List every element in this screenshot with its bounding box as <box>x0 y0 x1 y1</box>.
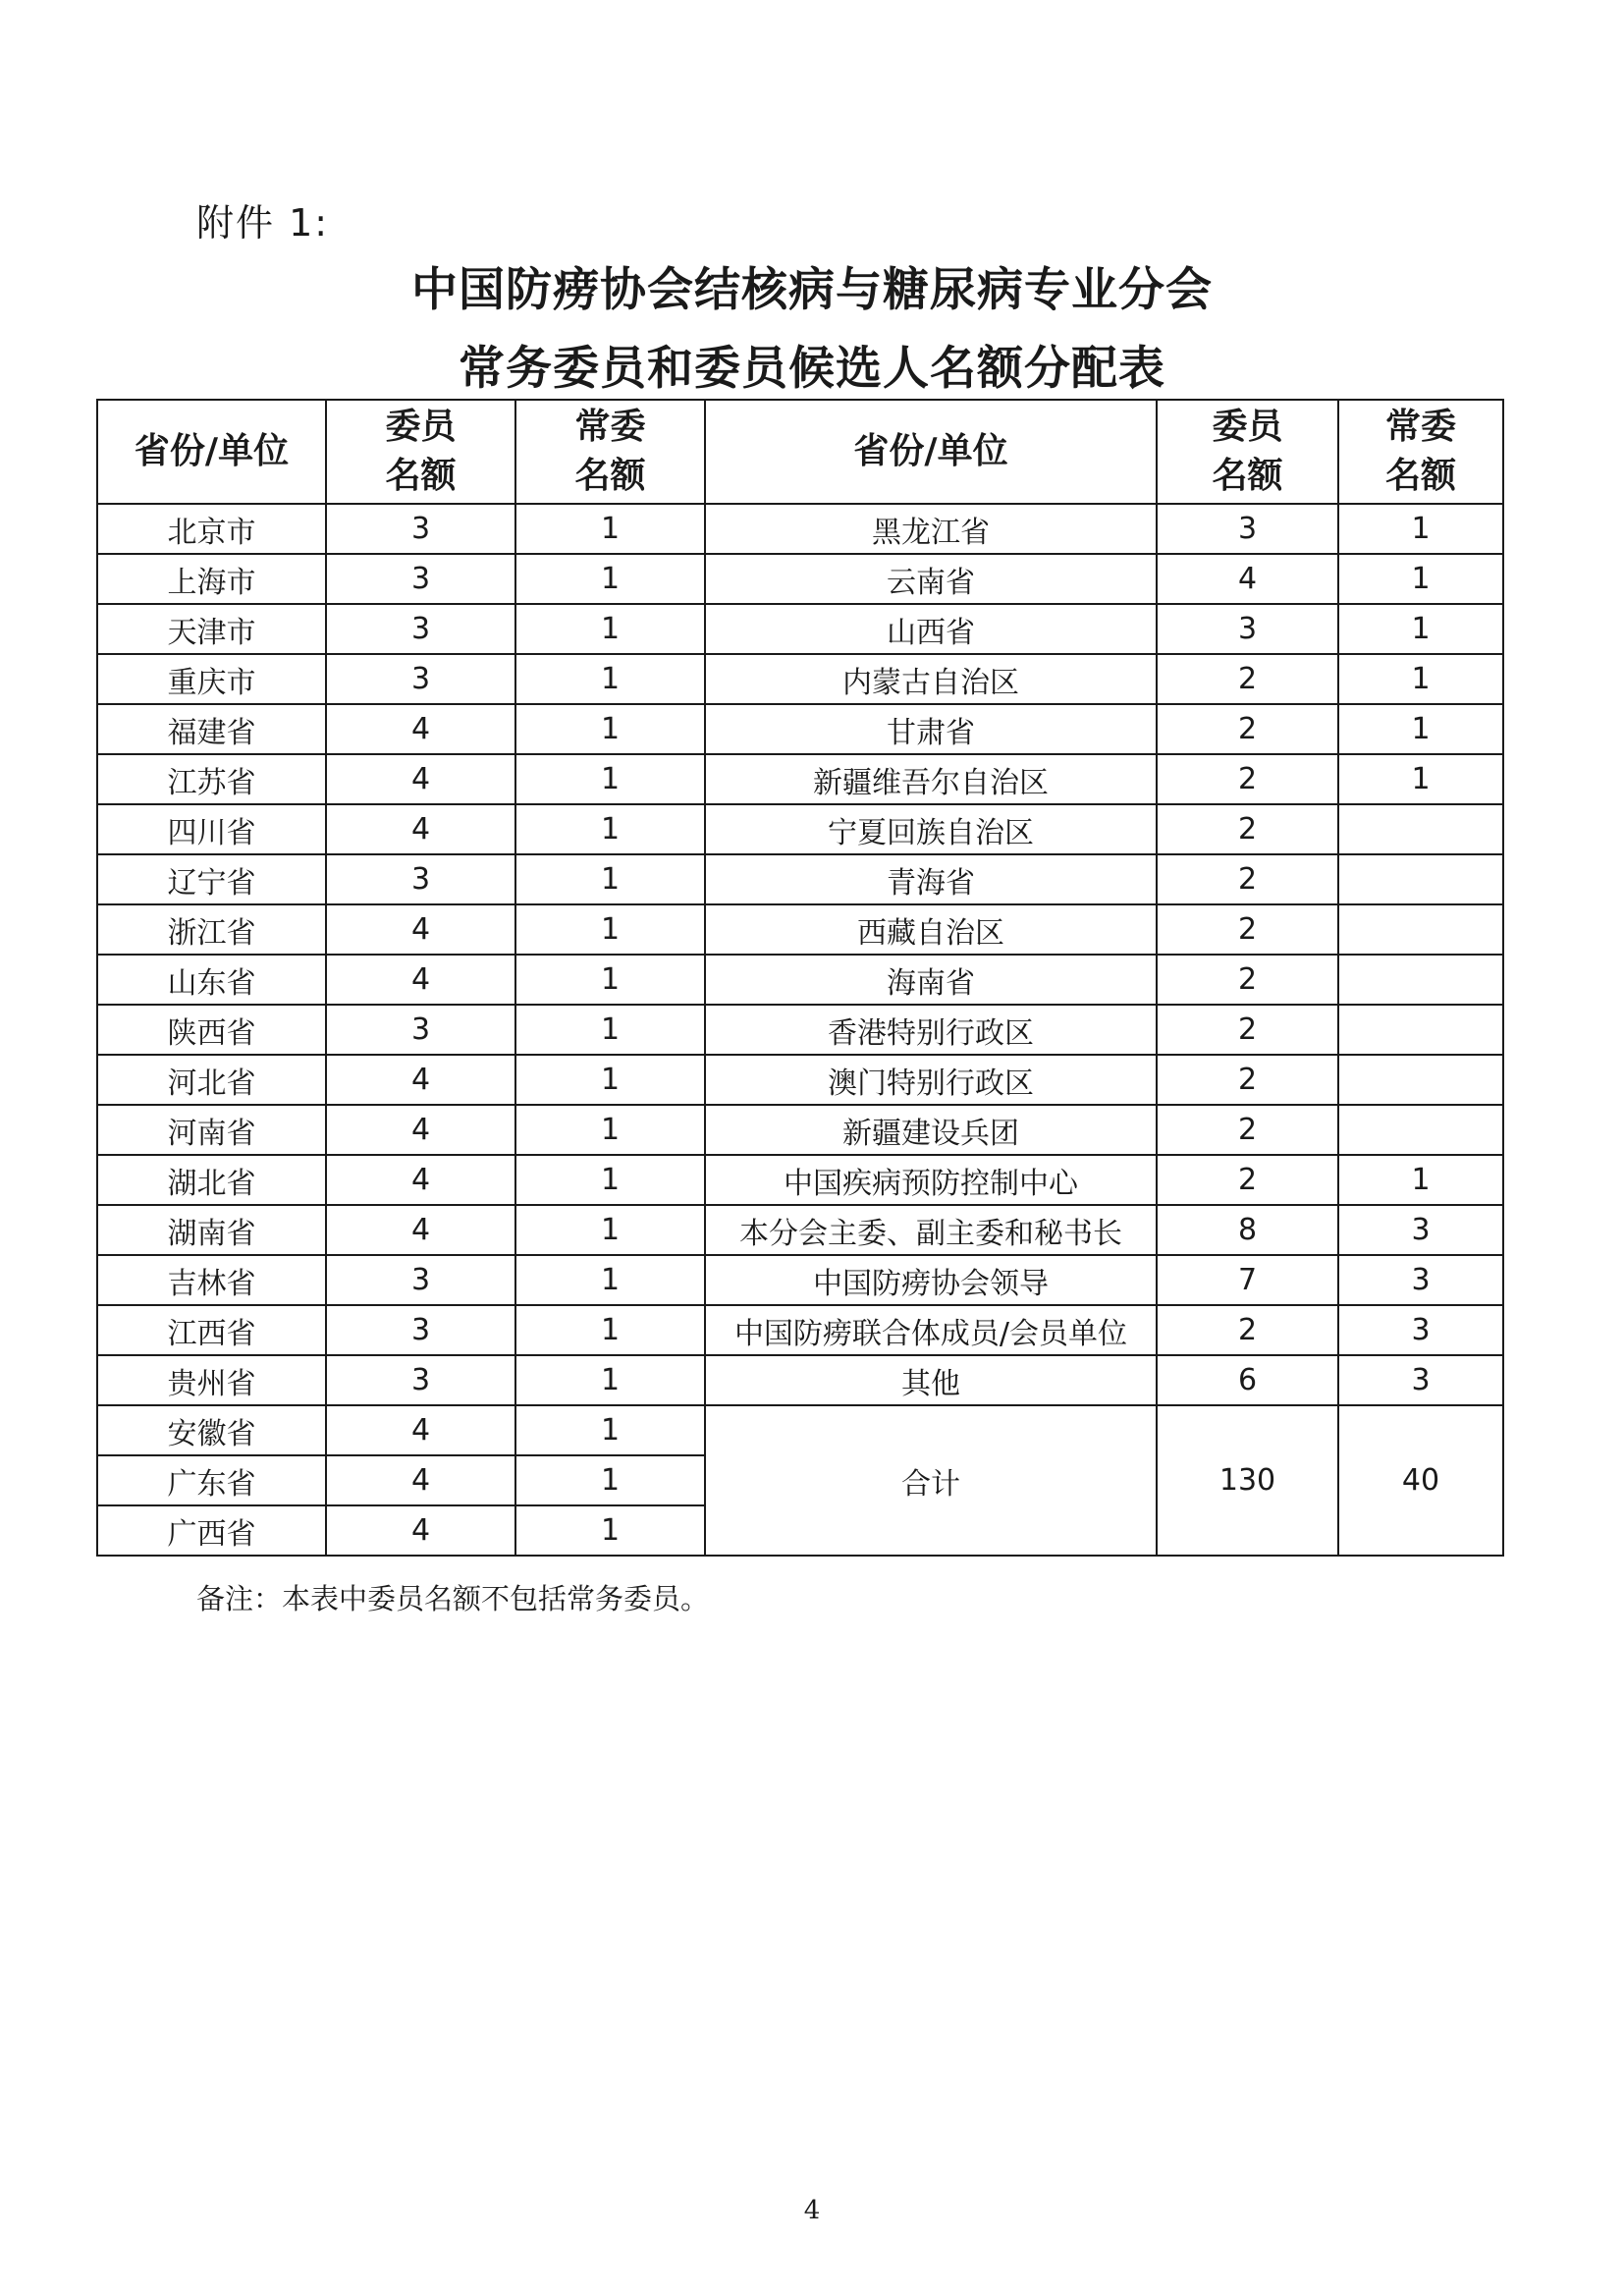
table-row <box>97 1055 1503 1105</box>
left-unit-cell: 北京市 <box>97 504 326 554</box>
left-unit-cell: 福建省 <box>97 704 326 754</box>
table-row <box>97 604 1503 654</box>
left-unit-cell: 广东省 <box>97 1455 326 1505</box>
left-standing-cell: 1 <box>515 1205 705 1255</box>
right-unit-cell: 新疆维吾尔自治区 <box>705 754 1157 804</box>
table-row <box>97 1405 1503 1455</box>
left-unit-cell: 辽宁省 <box>97 854 326 904</box>
right-standing-cell: 3 <box>1338 1205 1503 1255</box>
right-standing-cell: 1 <box>1338 1155 1503 1205</box>
right-members-cell: 6 <box>1157 1355 1338 1405</box>
table-row <box>97 754 1503 804</box>
right-unit-cell: 甘肃省 <box>705 704 1157 754</box>
left-standing-cell: 1 <box>515 654 705 704</box>
right-standing-cell <box>1338 1005 1503 1055</box>
table-row <box>97 1205 1503 1255</box>
left-standing-cell: 1 <box>515 854 705 904</box>
left-unit-cell: 四川省 <box>97 804 326 854</box>
table-row <box>97 1255 1503 1305</box>
left-unit-cell: 湖北省 <box>97 1155 326 1205</box>
right-members-cell: 2 <box>1157 1055 1338 1105</box>
left-members-cell: 4 <box>326 804 515 854</box>
right-unit-cell: 新疆建设兵团 <box>705 1105 1157 1155</box>
right-standing-cell <box>1338 854 1503 904</box>
header-standing-left-line2: 名额 <box>574 456 646 496</box>
header-standing-right-line1: 常委 <box>1384 407 1456 447</box>
header-standing-right <box>1338 400 1503 504</box>
right-members-cell: 2 <box>1157 854 1338 904</box>
right-members-cell: 8 <box>1157 1205 1338 1255</box>
right-unit-cell: 其他 <box>705 1355 1157 1405</box>
header-members-left-line1: 委员 <box>385 407 457 447</box>
total-standing-cell: 40 <box>1338 1405 1503 1556</box>
left-members-cell: 4 <box>326 904 515 955</box>
right-unit-cell: 黑龙江省 <box>705 504 1157 554</box>
right-standing-cell: 1 <box>1338 754 1503 804</box>
header-standing-left <box>515 400 705 504</box>
left-unit-cell: 上海市 <box>97 554 326 604</box>
right-standing-cell: 1 <box>1338 654 1503 704</box>
page-number: 4 <box>803 2196 821 2225</box>
left-unit-cell: 安徽省 <box>97 1405 326 1455</box>
right-standing-cell: 3 <box>1338 1255 1503 1305</box>
left-standing-cell: 1 <box>515 704 705 754</box>
attachment-label: 附件 1: <box>196 201 330 245</box>
quota-allocation-table <box>96 399 1504 1557</box>
right-members-cell: 2 <box>1157 654 1338 704</box>
right-standing-cell: 3 <box>1338 1305 1503 1355</box>
right-members-cell: 3 <box>1157 504 1338 554</box>
table-row <box>97 1005 1503 1055</box>
left-members-cell: 3 <box>326 1005 515 1055</box>
left-unit-cell: 浙江省 <box>97 904 326 955</box>
left-members-cell: 4 <box>326 1155 515 1205</box>
table-row <box>97 504 1503 554</box>
right-members-cell: 7 <box>1157 1255 1338 1305</box>
right-unit-cell: 内蒙古自治区 <box>705 654 1157 704</box>
header-members-right-line1: 委员 <box>1212 407 1283 447</box>
right-unit-cell: 海南省 <box>705 955 1157 1005</box>
right-standing-cell: 1 <box>1338 504 1503 554</box>
left-standing-cell: 1 <box>515 504 705 554</box>
right-members-cell: 2 <box>1157 1105 1338 1155</box>
left-unit-cell: 河北省 <box>97 1055 326 1105</box>
table-row <box>97 955 1503 1005</box>
right-members-cell: 2 <box>1157 704 1338 754</box>
header-standing-left-line1: 常委 <box>574 407 646 447</box>
total-members-cell: 130 <box>1157 1405 1338 1556</box>
right-unit-cell: 澳门特别行政区 <box>705 1055 1157 1105</box>
header-members-left <box>326 400 515 504</box>
document-title-line-1: 中国防痨协会结核病与糖尿病专业分会 <box>411 263 1213 317</box>
header-standing-right-line2: 名额 <box>1384 456 1456 496</box>
right-members-cell: 2 <box>1157 1305 1338 1355</box>
right-unit-cell: 本分会主委、副主委和秘书长 <box>705 1205 1157 1255</box>
right-standing-cell: 1 <box>1338 604 1503 654</box>
right-members-cell: 3 <box>1157 604 1338 654</box>
table-row <box>97 1105 1503 1155</box>
left-members-cell: 4 <box>326 1205 515 1255</box>
left-members-cell: 4 <box>326 704 515 754</box>
table-row <box>97 804 1503 854</box>
header-unit-right: 省份/单位 <box>705 400 1157 504</box>
left-unit-cell: 江苏省 <box>97 754 326 804</box>
right-standing-cell: 1 <box>1338 704 1503 754</box>
right-standing-cell <box>1338 804 1503 854</box>
left-standing-cell: 1 <box>515 1505 705 1556</box>
left-members-cell: 3 <box>326 604 515 654</box>
left-standing-cell: 1 <box>515 804 705 854</box>
right-standing-cell <box>1338 1055 1503 1105</box>
left-standing-cell: 1 <box>515 1155 705 1205</box>
left-standing-cell: 1 <box>515 1105 705 1155</box>
right-standing-cell <box>1338 1105 1503 1155</box>
left-members-cell: 4 <box>326 1105 515 1155</box>
right-unit-cell: 山西省 <box>705 604 1157 654</box>
left-members-cell: 4 <box>326 1405 515 1455</box>
left-standing-cell: 1 <box>515 955 705 1005</box>
table-row <box>97 904 1503 955</box>
right-unit-cell: 中国防痨联合体成员/会员单位 <box>705 1305 1157 1355</box>
table-row <box>97 1155 1503 1205</box>
left-standing-cell: 1 <box>515 1005 705 1055</box>
left-standing-cell: 1 <box>515 904 705 955</box>
left-standing-cell: 1 <box>515 1305 705 1355</box>
table-row <box>97 1355 1503 1405</box>
table-row <box>97 704 1503 754</box>
right-standing-cell <box>1338 955 1503 1005</box>
left-members-cell: 4 <box>326 1455 515 1505</box>
right-members-cell: 4 <box>1157 554 1338 604</box>
header-members-right-line2: 名额 <box>1212 456 1283 496</box>
right-unit-cell: 西藏自治区 <box>705 904 1157 955</box>
left-unit-cell: 陕西省 <box>97 1005 326 1055</box>
left-standing-cell: 1 <box>515 1405 705 1455</box>
right-unit-cell: 中国防痨协会领导 <box>705 1255 1157 1305</box>
table-row <box>97 554 1503 604</box>
header-members-left-line2: 名额 <box>385 456 457 496</box>
left-unit-cell: 重庆市 <box>97 654 326 704</box>
header-unit-left: 省份/单位 <box>97 400 326 504</box>
left-standing-cell: 1 <box>515 1455 705 1505</box>
right-unit-cell: 中国疾病预防控制中心 <box>705 1155 1157 1205</box>
right-members-cell: 2 <box>1157 1155 1338 1205</box>
left-members-cell: 4 <box>326 955 515 1005</box>
right-standing-cell: 1 <box>1338 554 1503 604</box>
document-title-line-2: 常务委员和委员候选人名额分配表 <box>459 342 1165 396</box>
right-unit-cell: 宁夏回族自治区 <box>705 804 1157 854</box>
table-row <box>97 1305 1503 1355</box>
left-unit-cell: 贵州省 <box>97 1355 326 1405</box>
left-members-cell: 3 <box>326 554 515 604</box>
left-unit-cell: 河南省 <box>97 1105 326 1155</box>
left-members-cell: 3 <box>326 854 515 904</box>
left-standing-cell: 1 <box>515 604 705 654</box>
table-row <box>97 654 1503 704</box>
left-members-cell: 3 <box>326 1305 515 1355</box>
right-members-cell: 2 <box>1157 804 1338 854</box>
left-standing-cell: 1 <box>515 1355 705 1405</box>
table-note: 备注：本表中委员名额不包括常务委员。 <box>196 1582 710 1615</box>
right-members-cell: 2 <box>1157 1005 1338 1055</box>
left-standing-cell: 1 <box>515 754 705 804</box>
left-unit-cell: 广西省 <box>97 1505 326 1556</box>
header-members-right <box>1157 400 1338 504</box>
right-members-cell: 2 <box>1157 904 1338 955</box>
table-row <box>97 854 1503 904</box>
left-members-cell: 3 <box>326 654 515 704</box>
table-header-row <box>97 400 1503 504</box>
left-standing-cell: 1 <box>515 554 705 604</box>
left-unit-cell: 江西省 <box>97 1305 326 1355</box>
left-unit-cell: 天津市 <box>97 604 326 654</box>
right-unit-cell: 香港特别行政区 <box>705 1005 1157 1055</box>
left-members-cell: 4 <box>326 1505 515 1556</box>
left-members-cell: 4 <box>326 1055 515 1105</box>
right-unit-cell: 云南省 <box>705 554 1157 604</box>
right-members-cell: 2 <box>1157 955 1338 1005</box>
table-body <box>97 504 1503 1556</box>
left-unit-cell: 吉林省 <box>97 1255 326 1305</box>
left-members-cell: 3 <box>326 1255 515 1305</box>
left-members-cell: 4 <box>326 754 515 804</box>
left-members-cell: 3 <box>326 504 515 554</box>
right-standing-cell: 3 <box>1338 1355 1503 1405</box>
left-standing-cell: 1 <box>515 1255 705 1305</box>
right-standing-cell <box>1338 904 1503 955</box>
left-unit-cell: 湖南省 <box>97 1205 326 1255</box>
total-label-cell: 合计 <box>705 1405 1157 1556</box>
left-standing-cell: 1 <box>515 1055 705 1105</box>
left-members-cell: 3 <box>326 1355 515 1405</box>
right-members-cell: 2 <box>1157 754 1338 804</box>
right-unit-cell: 青海省 <box>705 854 1157 904</box>
left-unit-cell: 山东省 <box>97 955 326 1005</box>
